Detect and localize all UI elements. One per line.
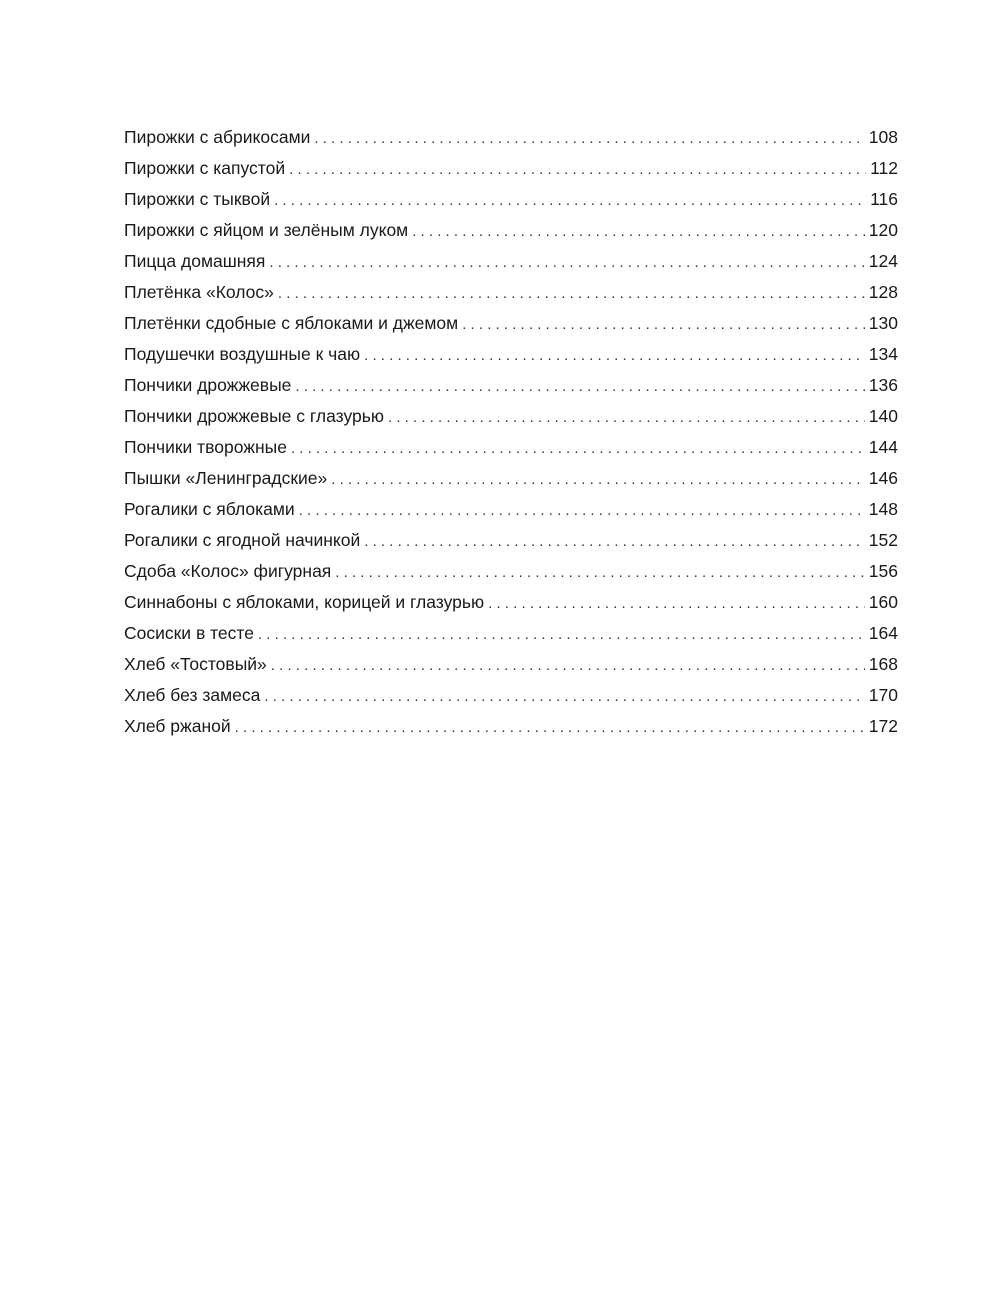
toc-entry — [124, 649, 898, 680]
toc-entry-title: Пирожки с тыквой — [124, 189, 271, 209]
toc-entry-page: 146 — [868, 468, 898, 488]
toc-dot-leader — [289, 154, 866, 185]
toc-entry-title: Пирожки с капустой — [124, 158, 286, 178]
toc-entry-title: Сдоба «Колос» фигурная — [124, 561, 332, 581]
toc-entry — [124, 432, 898, 463]
toc-dot-leader — [488, 588, 865, 619]
toc-dot-leader — [462, 309, 865, 340]
toc-entry-page: 164 — [868, 623, 898, 643]
toc-entry-page: 140 — [868, 406, 898, 426]
toc-entry-page: 136 — [868, 375, 898, 395]
toc-entry-page: 172 — [868, 716, 898, 736]
toc-entry-page: 112 — [870, 158, 898, 178]
toc-entry — [124, 587, 898, 618]
toc-entry-page: 156 — [868, 561, 898, 581]
toc-dot-leader — [412, 216, 865, 247]
toc-entry-title: Рогалики с яблоками — [124, 499, 295, 519]
toc-entry-page: 144 — [868, 437, 898, 457]
toc-dot-leader — [364, 526, 865, 557]
toc-entry — [124, 122, 898, 153]
toc-dot-leader — [278, 278, 865, 309]
toc-entry-title: Пончики творожные — [124, 437, 287, 457]
toc-entry-page: 108 — [868, 127, 898, 147]
toc-dot-leader — [314, 123, 864, 154]
toc-entry-title: Пирожки с яйцом и зелёным луком — [124, 220, 409, 240]
toc-entry-title: Сосиски в тесте — [124, 623, 254, 643]
toc-entry-page: 128 — [868, 282, 898, 302]
toc-dot-leader — [364, 340, 865, 371]
toc-dot-leader — [258, 619, 865, 650]
toc-entry — [124, 494, 898, 525]
toc-entry-page: 152 — [868, 530, 898, 550]
toc-entry — [124, 308, 898, 339]
toc-entry — [124, 525, 898, 556]
toc-entry-title: Хлеб ржаной — [124, 716, 231, 736]
toc-entry — [124, 618, 898, 649]
toc-entry-page: 148 — [868, 499, 898, 519]
toc-entry-title: Пончики дрожжевые — [124, 375, 292, 395]
toc-entry-page: 134 — [868, 344, 898, 364]
toc-dot-leader — [235, 712, 865, 743]
toc-entry — [124, 711, 898, 742]
toc-entry-page: 168 — [868, 654, 898, 674]
toc-dot-leader — [299, 495, 865, 526]
toc-entry — [124, 153, 898, 184]
toc-entry — [124, 246, 898, 277]
toc-entry-title: Пирожки с абрикосами — [124, 127, 311, 147]
toc-dot-leader — [295, 371, 864, 402]
toc-entry-title: Плетёнки сдобные с яблоками и джемом — [124, 313, 459, 333]
toc-entry-page: 124 — [868, 251, 898, 271]
toc-entry-page: 170 — [868, 685, 898, 705]
toc-entry-title: Рогалики с ягодной начинкой — [124, 530, 361, 550]
toc-entry-title: Хлеб «Тостовый» — [124, 654, 267, 674]
toc-entry-title: Плетёнка «Колос» — [124, 282, 274, 302]
toc-entry-page: 120 — [868, 220, 898, 240]
toc-entry-title: Подушечки воздушные к чаю — [124, 344, 361, 364]
toc-dot-leader — [271, 650, 865, 681]
toc-entry — [124, 370, 898, 401]
toc-entry-title: Хлеб без замеса — [124, 685, 261, 705]
toc-dot-leader — [264, 681, 864, 712]
toc-dot-leader — [335, 557, 865, 588]
toc-entry — [124, 463, 898, 494]
toc-dot-leader — [331, 464, 865, 495]
toc-entry-title: Пышки «Ленинградские» — [124, 468, 328, 488]
toc-entry-page: 160 — [868, 592, 898, 612]
toc-entry — [124, 680, 898, 711]
toc-entry — [124, 401, 898, 432]
toc-entry-title: Пончики дрожжевые с глазурью — [124, 406, 384, 426]
toc-entry — [124, 339, 898, 370]
toc-entry — [124, 215, 898, 246]
toc-entry-title: Пицца домашняя — [124, 251, 266, 271]
toc-dot-leader — [269, 247, 864, 278]
toc-dot-leader — [388, 402, 865, 433]
toc-dot-leader — [291, 433, 865, 464]
toc-entry-page: 116 — [870, 189, 898, 209]
toc-dot-leader — [274, 185, 866, 216]
table-of-contents — [124, 122, 898, 742]
toc-entry-title: Синнабоны с яблоками, корицей и глазурью — [124, 592, 485, 612]
toc-entry — [124, 184, 898, 215]
toc-entry — [124, 556, 898, 587]
toc-entry-page: 130 — [868, 313, 898, 333]
toc-entry — [124, 277, 898, 308]
